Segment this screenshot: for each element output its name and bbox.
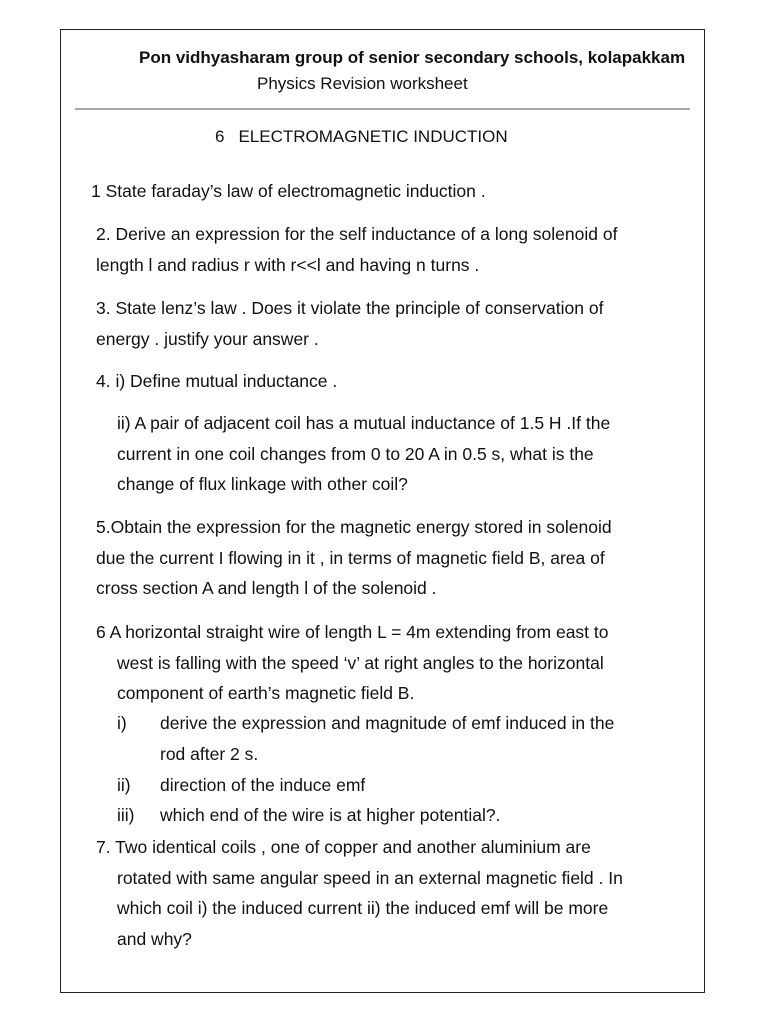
header-divider [75, 108, 690, 110]
question-6-sub-ii [117, 770, 365, 801]
question-1 [91, 176, 486, 207]
question-7-line-1: 7. Two identical coils , one of copper and another aluminium are [96, 837, 591, 857]
question-4-line-2: ii) A pair of adjacent coil has a mutual inductance of 1.5 H .If the [117, 413, 611, 433]
question-6-line-2: west is falling with the speed ‘v’ at right angles to the horizontal [117, 652, 604, 673]
question-7 [96, 832, 623, 954]
question-6-line-3: component of earth’s magnetic field B. [117, 683, 415, 703]
roman-numeral: iii) [117, 805, 135, 825]
question-5-line-3: cross section A and length l of the solenoid . [96, 578, 437, 598]
school-name: Pon vidhyasharam group of senior secondary schools, kolapakkam [139, 48, 686, 67]
worksheet-page [60, 29, 705, 993]
question-4-line-1: 4. i) Define mutual inductance . [96, 371, 338, 391]
roman-numeral: ii) [117, 775, 131, 795]
question-6-sub-i [117, 708, 614, 769]
sub-iii-line-1: which end of the wire is at higher potential?. [160, 805, 501, 825]
chapter-title: ELECTROMAGNETIC INDUCTION [238, 127, 508, 146]
question-3-line-2: energy . justify your answer . [96, 328, 319, 349]
question-2-line-1: 2. Derive an expression for the self inductance of a long solenoid of [96, 224, 618, 244]
chapter-number: 6 [215, 127, 225, 146]
question-1-line-1: 1 State faraday’s law of electromagnetic induction . [91, 181, 486, 201]
worksheet-subtitle: Physics Revision worksheet [257, 74, 468, 93]
question-5-line-1: 5.Obtain the expression for the magnetic energy stored in solenoid [96, 517, 612, 537]
question-7-line-2: rotated with same angular speed in an external magnetic field . In [117, 867, 623, 888]
question-2-line-2: length l and radius r with r<<l and having n turns . [96, 254, 480, 275]
question-6-line-1: 6 A horizontal straight wire of length L = 4m extending from east to [96, 622, 609, 642]
question-3 [96, 293, 603, 354]
question-2 [96, 219, 617, 280]
question-7-line-4: and why? [117, 928, 192, 949]
question-7-line-3: which coil i) the induced current ii) the induced emf will be more [117, 898, 609, 918]
question-4 [96, 366, 337, 397]
question-5-line-2: due the current I flowing in it , in terms of magnetic field B, area of [96, 547, 605, 568]
question-4-line-4: change of flux linkage with other coil? [117, 474, 408, 494]
question-4-line-3: current in one coil changes from 0 to 20 A in 0.5 s, what is the [117, 443, 594, 464]
sub-ii-line-1: direction of the induce emf [160, 775, 366, 795]
question-4-part-ii [117, 408, 610, 500]
question-6 [96, 617, 609, 709]
question-6-sub-iii [117, 800, 500, 831]
question-5 [96, 512, 612, 604]
question-3-line-1: 3. State lenz’s law . Does it violate the principle of conservation of [96, 298, 604, 318]
sub-i-line-1: derive the expression and magnitude of emf induced in the [160, 713, 615, 733]
roman-numeral: i) [117, 713, 127, 733]
chapter-heading [215, 127, 508, 147]
sub-i-line-2: rod after 2 s. [160, 743, 259, 764]
